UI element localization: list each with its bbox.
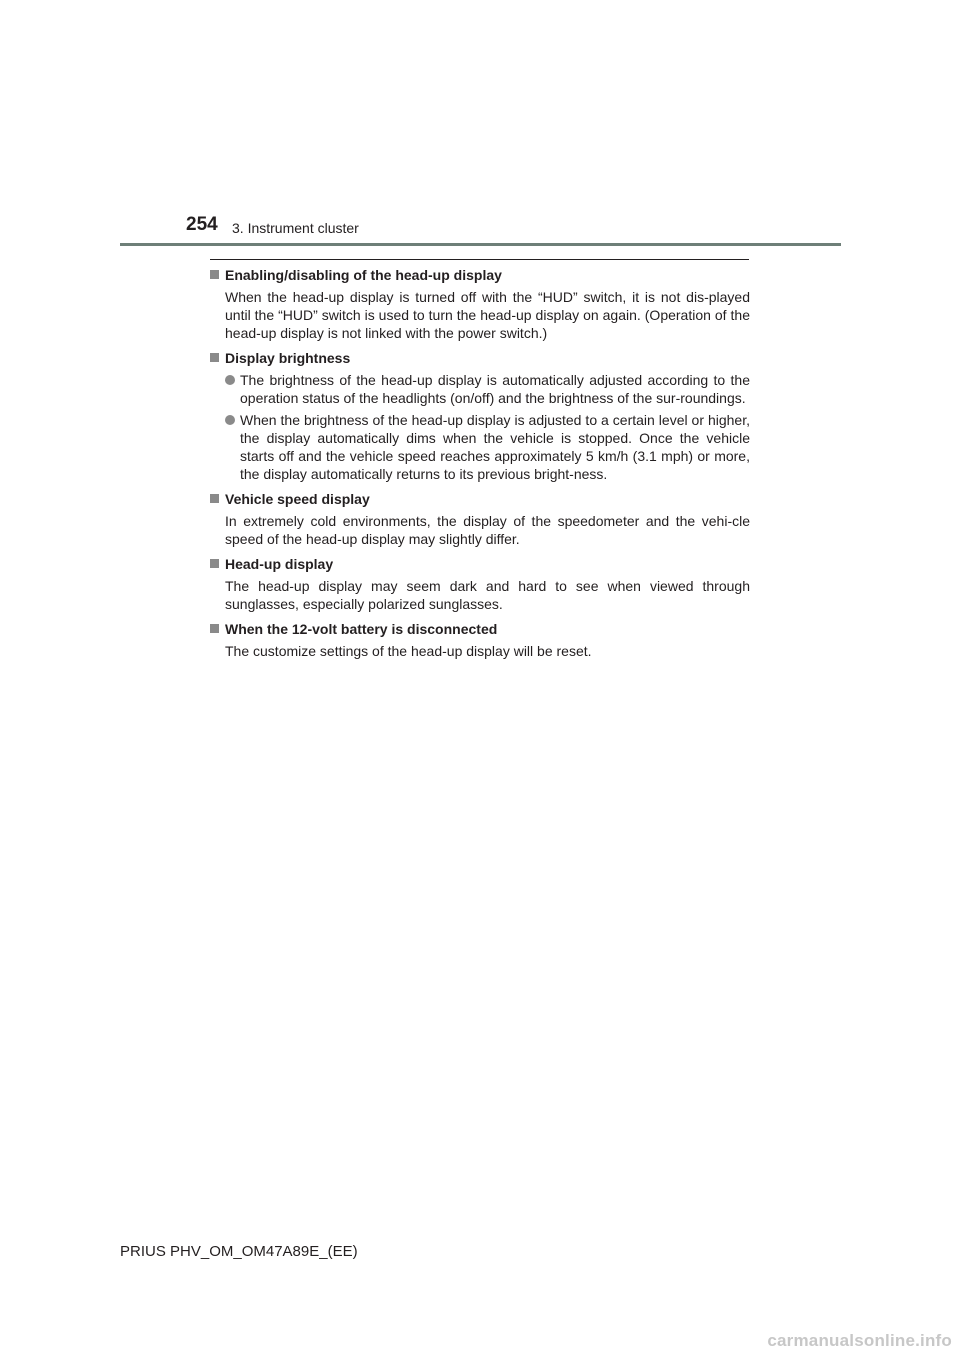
section-heading: Head-up display <box>225 556 334 572</box>
square-bullet-icon <box>210 494 219 503</box>
list-item-text: The brightness of the head-up display is automatically adjusted according to the operation status of the headlights (on/off) and the brightness of the sur-roundings. <box>240 372 750 406</box>
list-item-text: When the brightness of the head-up display is adjusted to a certain level or higher, the display automatically dims when the vehicle is stopped. Once the vehicle starts off and the vehicle speed reaches approximately 5 km/h (3.1 mph) or more, the display automatically returns to its previous bright-ness. <box>240 412 750 482</box>
section-battery-disconnected <box>209 620 750 660</box>
list-item <box>225 371 750 407</box>
document-code: PRIUS PHV_OM_OM47A89E_(EE) <box>120 1243 358 1260</box>
section-heading: Vehicle speed display <box>225 491 370 507</box>
section-enabling-disabling <box>209 266 750 342</box>
content-area <box>209 266 750 667</box>
section-title: 3. Instrument cluster <box>232 220 359 236</box>
page-number: 254 <box>186 214 218 235</box>
section-heading: Enabling/disabling of the head-up display <box>225 267 502 283</box>
list-item <box>225 411 750 483</box>
section-body: In extremely cold environments, the display of the speedometer and the vehi-cle speed of the head-up display may slightly differ. <box>225 513 750 547</box>
section-vehicle-speed-display <box>209 490 750 548</box>
section-heading: When the 12-volt battery is disconnected <box>225 621 498 637</box>
section-body: The head-up display may seem dark and hard to see when viewed through sunglasses, especially polarized sunglasses. <box>225 578 750 612</box>
section-heading: Display brightness <box>225 350 351 366</box>
square-bullet-icon <box>210 270 219 279</box>
circle-bullet-icon <box>225 415 235 425</box>
content-rule <box>210 259 749 260</box>
circle-bullet-icon <box>225 375 235 385</box>
square-bullet-icon <box>210 559 219 568</box>
section-head-up-display <box>209 555 750 613</box>
watermark: carmanualsonline.info <box>767 1331 952 1350</box>
square-bullet-icon <box>210 624 219 633</box>
section-display-brightness <box>209 349 750 483</box>
section-body: When the head-up display is turned off with the “HUD” switch, it is not dis-played until the “HUD” switch is used to turn the head-up display on again. (Operation of the head-up display is not linked with the power switch.) <box>225 289 750 341</box>
header-rule <box>120 243 841 246</box>
section-body: The customize settings of the head-up display will be reset. <box>225 643 592 659</box>
square-bullet-icon <box>210 353 219 362</box>
